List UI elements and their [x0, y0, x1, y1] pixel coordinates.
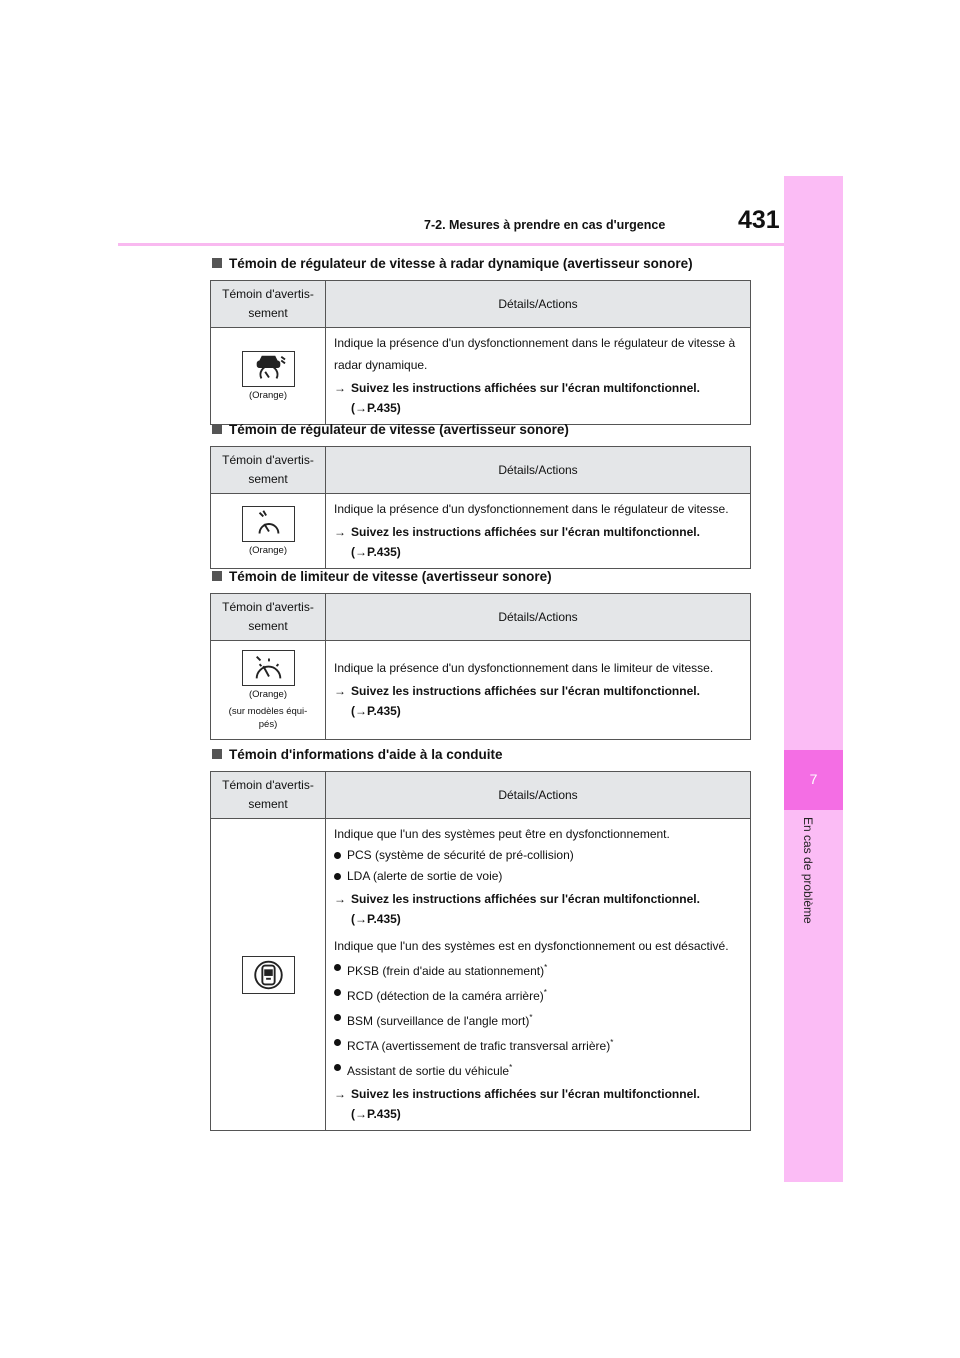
side-tab-number: 7 [809, 771, 818, 787]
action: → Suivez les instructions affichées sur l'écran multifonctionnel. (→P.435) [334, 522, 746, 562]
action: → Suivez les instructions affichées sur l'écran multifonctionnel. (→P.435) [334, 681, 746, 721]
indicator-color: (Orange) [248, 688, 287, 700]
driving-assist-info-icon [242, 956, 295, 994]
col-header-details: Détails/Actions [326, 447, 751, 494]
col-header-details: Détails/Actions [326, 281, 751, 328]
page-number: 431 [738, 206, 780, 234]
list-item: LDA (alerte de sortie de voie) [334, 866, 746, 887]
col-header-details: Détails/Actions [326, 594, 751, 641]
indicator-cell [211, 328, 326, 425]
list-item: Assistant de sortie du véhicule* [334, 1057, 746, 1082]
col-header-indicator: Témoin d'avertis- sement [211, 594, 326, 641]
description: Indique la présence d'un dysfonctionnement dans le limiteur de vitesse. [334, 661, 714, 675]
square-bullet-icon [212, 258, 222, 268]
section-heading: Témoin de régulateur de vitesse à radar dynamique (avertisseur sonore) [212, 256, 693, 271]
indicator-cell [211, 641, 326, 740]
indicator-color: (Orange) [248, 544, 287, 556]
side-tab [784, 176, 843, 1182]
arrow-icon: → [334, 525, 346, 539]
arrow-icon: → [334, 684, 346, 698]
arrow-icon: → [334, 381, 346, 395]
warning-table [210, 593, 751, 740]
warning-table [210, 446, 751, 569]
details-cell [326, 819, 751, 1131]
list-item: BSM (surveillance de l'angle mort)* [334, 1007, 746, 1032]
action: → Suivez les instructions affichées sur l'écran multifonctionnel. (→P.435) [334, 378, 746, 418]
square-bullet-icon [212, 424, 222, 434]
description: Indique que l'un des systèmes peut être en dysfonctionnement. [334, 827, 670, 841]
description: Indique la présence d'un dysfonctionnement dans le régulateur de vitesse. [334, 502, 729, 516]
col-header-indicator: Témoin d'avertis- sement [211, 772, 326, 819]
radar-cruise-warning-icon [242, 351, 295, 387]
list-item: PCS (système de sécurité de pré-collision) [334, 845, 746, 866]
speed-limiter-warning-icon [242, 650, 295, 686]
indicator-cell [211, 819, 326, 1131]
description: Indique que l'un des systèmes est en dysfonctionnement ou est désactivé. [334, 939, 729, 953]
indicator-color: (Orange) [248, 389, 287, 401]
description: Indique la présence d'un dysfonctionnement dans le régulateur de vitesse à radar dynamique. [334, 336, 736, 372]
header-rule [118, 243, 784, 246]
warning-table [210, 771, 751, 1131]
list-item: RCTA (avertissement de trafic transversal arrière)* [334, 1032, 746, 1057]
warning-table [210, 280, 751, 425]
equipped-models-note: (sur modèles équi- pés) [228, 705, 308, 730]
col-header-details: Détails/Actions [326, 772, 751, 819]
section-heading: Témoin de régulateur de vitesse (avertisseur sonore) [212, 422, 569, 437]
square-bullet-icon [212, 749, 222, 759]
details-cell [326, 641, 751, 740]
indicator-cell [211, 494, 326, 569]
list-item: RCD (détection de la caméra arrière)* [334, 982, 746, 1007]
header-section-title: 7-2. Mesures à prendre en cas d'urgence [424, 218, 666, 232]
section-heading: Témoin d'informations d'aide à la conduite [212, 747, 502, 762]
col-header-indicator: Témoin d'avertis- sement [211, 281, 326, 328]
square-bullet-icon [212, 571, 222, 581]
action: → Suivez les instructions affichées sur l'écran multifonctionnel. (→P.435) [334, 889, 746, 929]
side-tab-label: En cas de problème [801, 817, 815, 924]
cruise-control-warning-icon [242, 506, 295, 542]
details-cell [326, 328, 751, 425]
col-header-indicator: Témoin d'avertis- sement [211, 447, 326, 494]
arrow-icon: → [334, 892, 346, 906]
arrow-icon: → [334, 1087, 346, 1101]
section-heading: Témoin de limiteur de vitesse (avertisseur sonore) [212, 569, 552, 584]
details-cell [326, 494, 751, 569]
list-item: PKSB (frein d'aide au stationnement)* [334, 957, 746, 982]
action: → Suivez les instructions affichées sur l'écran multifonctionnel. (→P.435) [334, 1084, 746, 1124]
